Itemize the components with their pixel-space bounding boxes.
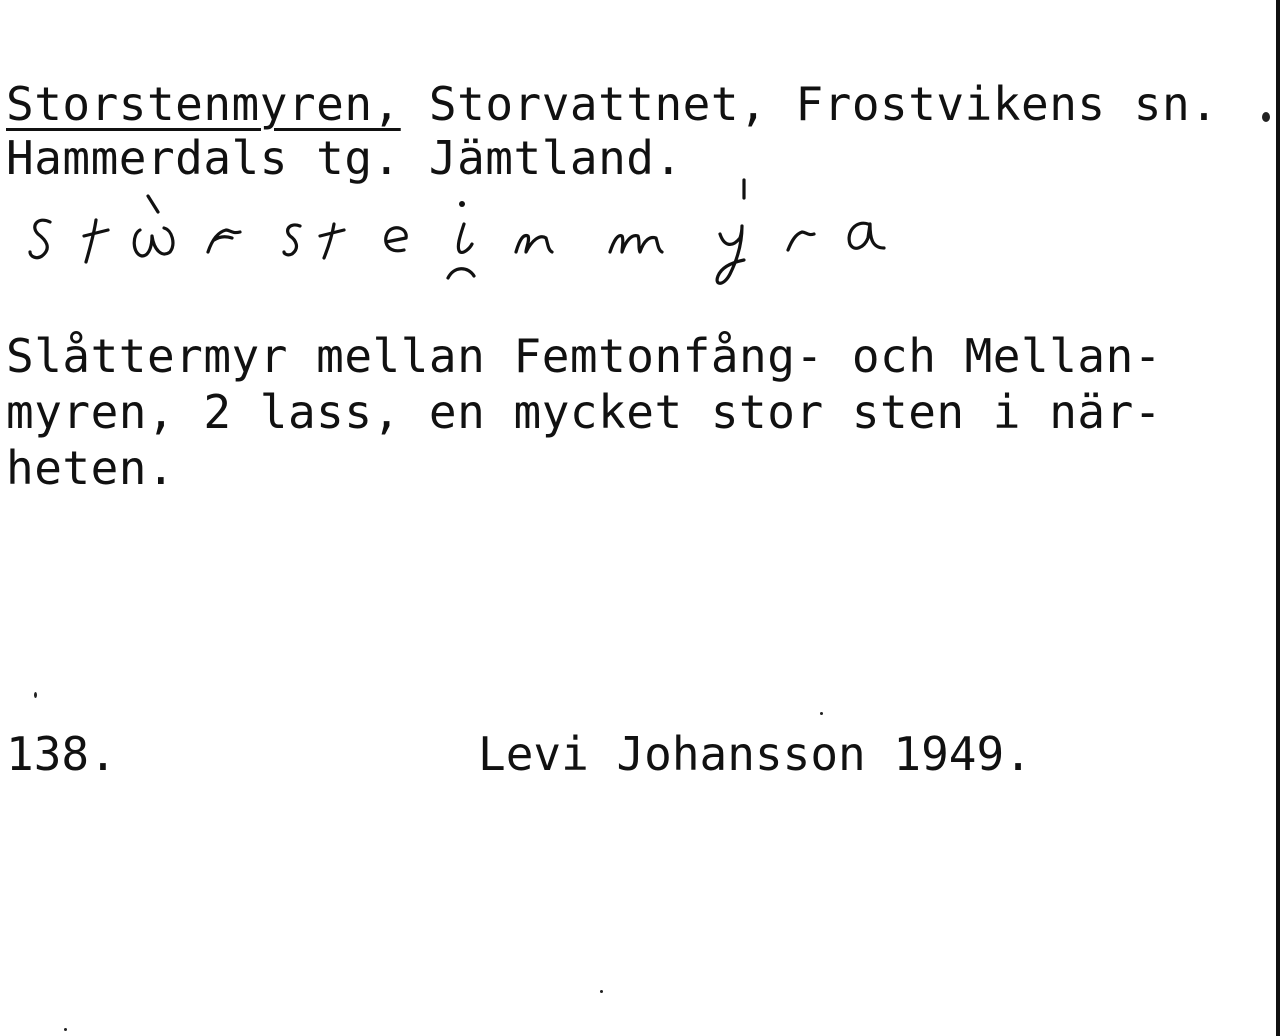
scan-speck	[600, 990, 603, 993]
scan-speck	[1262, 112, 1270, 122]
location-text: Storvattnet, Frostvikens sn.	[400, 77, 1219, 131]
scan-speck	[34, 692, 37, 698]
card-description: Slåttermyr mellan Femtonfång- och Mellan- myren, 2 lass, en mycket stor sten i när- heten.	[6, 329, 1162, 495]
handwritten-phonetic-transcription	[28, 178, 928, 298]
card-heading	[6, 78, 1218, 130]
scan-speck	[820, 712, 823, 715]
scan-speck	[64, 1028, 67, 1031]
collector-signature: Levi Johansson 1949.	[478, 727, 1032, 781]
card-edge-line	[1276, 0, 1280, 1036]
location-line: Hammerdals tg. Jämtland.	[6, 131, 683, 185]
place-name: Storstenmyren,	[6, 77, 401, 131]
card-number: 138.	[6, 727, 117, 781]
